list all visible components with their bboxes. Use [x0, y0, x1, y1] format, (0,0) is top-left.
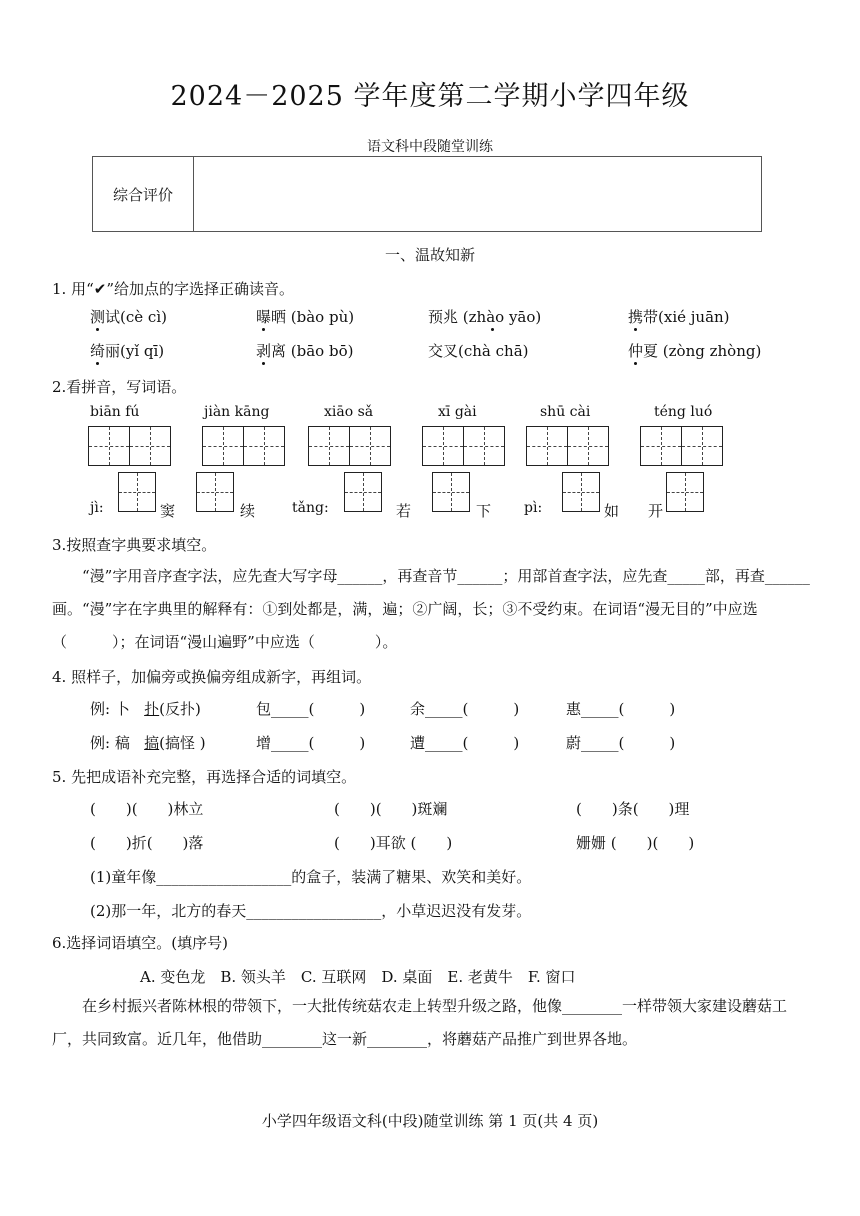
idiom-blank[interactable]: ( )折( )落: [90, 834, 204, 852]
q6-paragraph: 在乡村振兴者陈林根的带领下，一大批传统菇农走上转型升级之路，他像________一样带领大家建设蘑菇工厂，共同致富。近几年，他借助________这一新________，将蘑菇产品推广到世界各地。: [52, 997, 788, 1048]
writing-cell[interactable]: [118, 472, 156, 512]
writing-grid[interactable]: [526, 426, 607, 466]
word-char: 如: [604, 502, 620, 520]
q4-blank[interactable]: 包_____( ): [256, 700, 366, 718]
q1-item: 曝晒 (bào pù): [256, 308, 355, 326]
q1-item: 预兆 (zhào yāo): [428, 308, 542, 326]
idiom-blank[interactable]: 姗姗 ( )( ): [576, 834, 695, 852]
page-title: 2024－2025 学年度第二学期小学四年级: [170, 81, 690, 112]
q4-blank[interactable]: 惠_____( ): [566, 700, 676, 718]
idiom-blank[interactable]: ( )( )林立: [90, 800, 204, 818]
q1-item: 交叉(chà chā): [428, 342, 529, 360]
q4-stem: 4. 照样子，加偏旁或换偏旁组成新字，再组词。: [52, 668, 372, 686]
pinyin-label: jiàn kāng: [204, 404, 270, 420]
section-heading: 一、温故知新: [384, 246, 475, 264]
q4-blank[interactable]: 遭_____( ): [410, 734, 520, 752]
q4-blank[interactable]: 余_____( ): [410, 700, 520, 718]
q4-example: 例: 稿 搞(搞怪 ): [90, 734, 206, 752]
idiom-blank[interactable]: ( )耳欲 ( ): [334, 834, 453, 852]
q6-options: A. 变色龙 B. 领头羊 C. 互联网 D. 桌面 E. 老黄牛 F. 窗口: [140, 968, 576, 986]
pinyin-label: téng luó: [654, 404, 713, 420]
writing-cell[interactable]: [432, 472, 470, 512]
pinyin-label: tǎng:: [292, 500, 329, 516]
q4-blank[interactable]: 蔚_____( ): [566, 734, 676, 752]
word-char: 窦: [160, 502, 176, 520]
q4-blank[interactable]: 增_____( ): [256, 734, 366, 752]
q3-paragraph: “漫”字用音序查字法，应先查大写字母______，再查音节______；用部首查字法，应先查_____部，再查______画。“漫”字在字典里的解释有：①到处都是，满，遍；②广阔，长；③不受约束。在词语“漫无目的”中应选（ ）；在词语“漫山遍野”中应选（ ）。: [52, 567, 810, 651]
q4-example: 例: 卜 扑(反扑): [90, 700, 201, 718]
word-char: 若: [396, 502, 412, 520]
writing-cell[interactable]: [562, 472, 600, 512]
q5-sentence[interactable]: (1)童年像__________________的盒子，装满了糖果、欢笑和美好。: [90, 868, 532, 886]
page-footer: 小学四年级语文科(中段)随堂训练 第 1 页(共 4 页): [261, 1112, 599, 1130]
word-char: 开: [648, 502, 664, 520]
q5-sentence[interactable]: (2)那一年，北方的春天__________________，小草迟迟没有发芽。: [90, 902, 532, 920]
word-char: 续: [240, 502, 256, 520]
q3-stem: 3.按照查字典要求填空。: [52, 536, 217, 554]
q5-stem: 5. 先把成语补充完整，再选择合适的词填空。: [52, 768, 357, 786]
evaluation-box: [92, 156, 762, 232]
pinyin-label: pì:: [524, 500, 543, 516]
idiom-blank[interactable]: ( )条( )理: [576, 800, 690, 818]
idiom-blank[interactable]: ( )( )斑斓: [334, 800, 448, 818]
writing-grid[interactable]: [640, 426, 721, 466]
writing-cell[interactable]: [666, 472, 704, 512]
q1-stem: 1. 用“✔”给加点的字选择正确读音。: [52, 280, 294, 298]
q6-stem: 6.选择词语填空。(填序号): [52, 934, 229, 952]
writing-cell[interactable]: [344, 472, 382, 512]
q1-item: 仲夏 (zòng zhòng): [628, 342, 762, 360]
pinyin-label: biān fú: [90, 404, 140, 420]
writing-grid[interactable]: [308, 426, 389, 466]
pinyin-label: xiāo sǎ: [324, 404, 374, 420]
subtitle: 语文科中段随堂训练: [367, 139, 493, 155]
word-char: 下: [476, 502, 492, 520]
q1-item: 测试(cè cì): [90, 308, 167, 326]
evaluation-label: 综合评价: [93, 157, 194, 231]
writing-grid[interactable]: [202, 426, 283, 466]
writing-grid[interactable]: [422, 426, 503, 466]
pinyin-label: jì:: [90, 500, 104, 516]
pinyin-label: xī gài: [438, 404, 477, 420]
q2-stem: 2.看拼音，写词语。: [52, 378, 187, 396]
q1-item: 携带(xié juān): [628, 308, 730, 326]
pinyin-label: shū cài: [540, 404, 591, 420]
writing-grid[interactable]: [88, 426, 169, 466]
q1-item: 剥离 (bāo bō): [256, 342, 354, 360]
writing-cell[interactable]: [196, 472, 234, 512]
q1-item: 绮丽(yǐ qī): [90, 342, 165, 360]
